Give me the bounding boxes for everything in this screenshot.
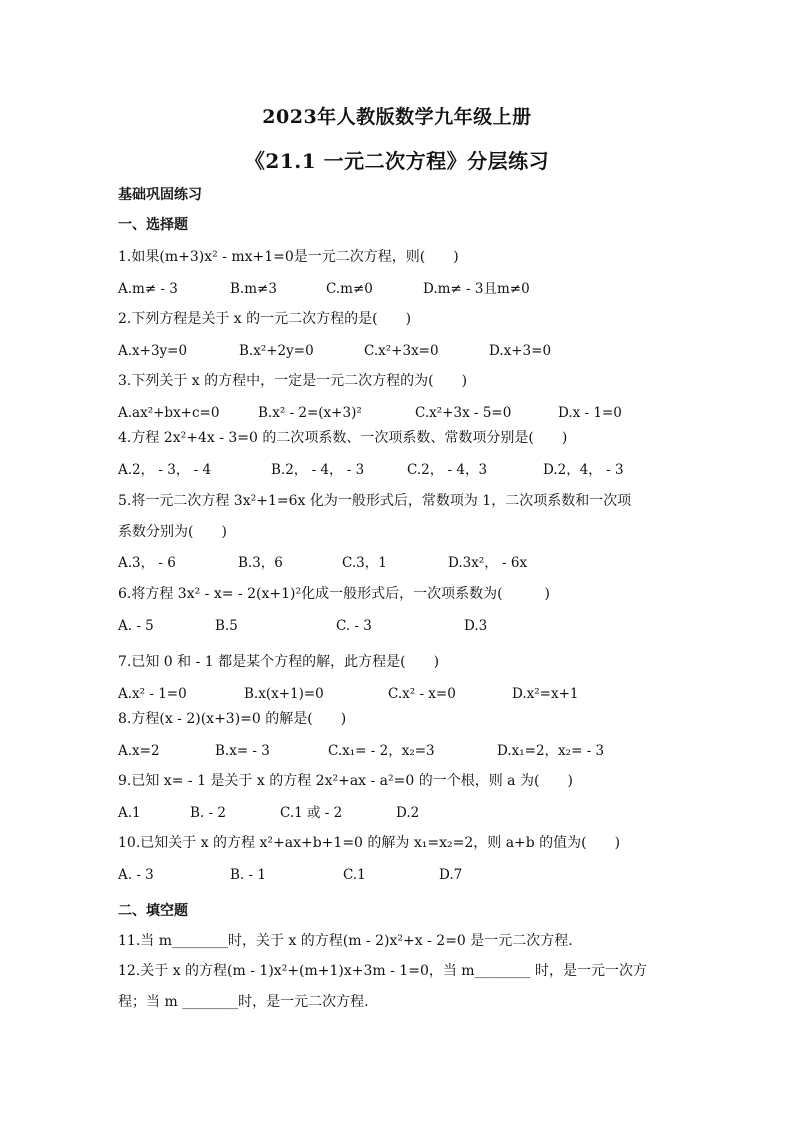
question-9-option-a: A.1 [118,805,141,821]
question-3-stem: 3.下列关于 x 的方程中，一定是一元二次方程的为( ) [118,373,468,389]
question-8-option-c: C.x₁= - 2，x₂=3 [328,743,435,759]
question-7-option-b: B.x(x+1)=0 [244,686,324,702]
worksheet-title: 2023年人教版数学九年级上册 [262,106,532,128]
question-5-stem-line-1: 5.将一元二次方程 3x²+1=6x 化为一般形式后，常数项为 1，二次项系数和一次项 [118,493,632,509]
question-10-option-b: B. - 1 [230,867,266,883]
question-10-option-c: C.1 [343,867,366,883]
question-6-option-a: A. - 5 [118,618,154,634]
question-4-option-c: C.2， - 4，3 [407,462,488,478]
question-1-option-b: B.m≠3 [230,281,277,297]
question-3-option-a: A.ax²+bx+c=0 [118,405,220,421]
question-12-stem-line-2: 程；当 m ________时，是一元二次方程. [118,994,369,1010]
question-3-option-b: B.x² - 2=(x+3)² [258,405,362,421]
question-11-stem: 11.当 m________时，关于 x 的方程(m - 2)x²+x - 2=0 是一元二次方程. [118,933,573,949]
question-9-option-d: D.2 [396,805,420,821]
question-4-option-d: D.2，4， - 3 [543,462,624,478]
question-1-option-c: C.m≠0 [326,281,373,297]
question-2-option-b: B.x²+2y=0 [239,343,314,359]
question-4-stem: 4.方程 2x²+4x - 3=0 的二次项系数、一次项系数、常数项分别是( ) [118,430,568,446]
question-6-option-d: D.3 [464,618,488,634]
question-6-stem: 6.将方程 3x² - x= - 2(x+1)²化成一般形式后，一次项系数为( ) [118,586,551,602]
question-4-option-b: B.2， - 4， - 3 [271,462,365,478]
question-12-stem-line-1: 12.关于 x 的方程(m - 1)x²+(m+1)x+3m - 1=0，当 m________ 时，是一元一次方 [118,963,648,979]
question-2-option-a: A.x+3y=0 [118,343,188,359]
question-7-stem: 7.已知 0 和 - 1 都是某个方程的解，此方程是( ) [118,654,440,670]
question-2-option-c: C.x²+3x=0 [364,343,439,359]
section-fill-heading: 二、填空题 [118,903,188,919]
question-1-option-a: A.m≠ - 3 [118,281,178,297]
question-5-option-d: D.3x²， - 6x [448,555,528,571]
question-8-option-d: D.x₁=2，x₂= - 3 [497,743,605,759]
question-9-option-c: C.1 或 - 2 [280,805,343,821]
question-7-option-c: C.x² - x=0 [388,686,456,702]
question-10-option-a: A. - 3 [118,867,154,883]
question-5-option-c: C.3，1 [342,555,387,571]
question-8-option-a: A.x=2 [118,743,160,759]
question-1-stem: 1.如果(m+3)x² - mx+1=0是一元二次方程，则( ) [118,249,459,265]
question-2-option-d: D.x+3=0 [489,343,552,359]
question-5-stem-line-2: 系数分别为( ) [118,524,227,540]
question-9-stem: 9.已知 x= - 1 是关于 x 的方程 2x²+ax - a²=0 的一个根，则 a 为( ) [118,773,573,789]
question-6-option-c: C. - 3 [336,618,372,634]
question-2-stem: 2.下列方程是关于 x 的一元二次方程的是( ) [118,311,412,327]
question-9-option-b: B. - 2 [190,805,226,821]
question-8-option-b: B.x= - 3 [215,743,270,759]
question-6-option-b: B.5 [215,618,238,634]
question-10-option-d: D.7 [439,867,463,883]
question-7-option-a: A.x² - 1=0 [118,686,187,702]
question-8-stem: 8.方程(x - 2)(x+3)=0 的解是( ) [118,711,347,727]
question-7-option-d: D.x²=x+1 [512,686,579,702]
question-3-option-d: D.x - 1=0 [558,405,622,421]
question-4-option-a: A.2， - 3， - 4 [118,462,212,478]
question-1-option-d: D.m≠ - 3且m≠0 [423,281,530,297]
section-choice-heading: 一、选择题 [118,217,188,233]
question-10-stem: 10.已知关于 x 的方程 x²+ax+b+1=0 的解为 x₁=x₂=2，则 a+b 的值为( ) [118,835,621,851]
section-basic-heading: 基础巩固练习 [118,187,202,203]
worksheet-subtitle: 《21.1 一元二次方程》分层练习 [244,149,550,173]
question-5-option-b: B.3，6 [238,555,283,571]
question-3-option-c: C.x²+3x - 5=0 [415,405,512,421]
question-5-option-a: A.3， - 6 [118,555,176,571]
